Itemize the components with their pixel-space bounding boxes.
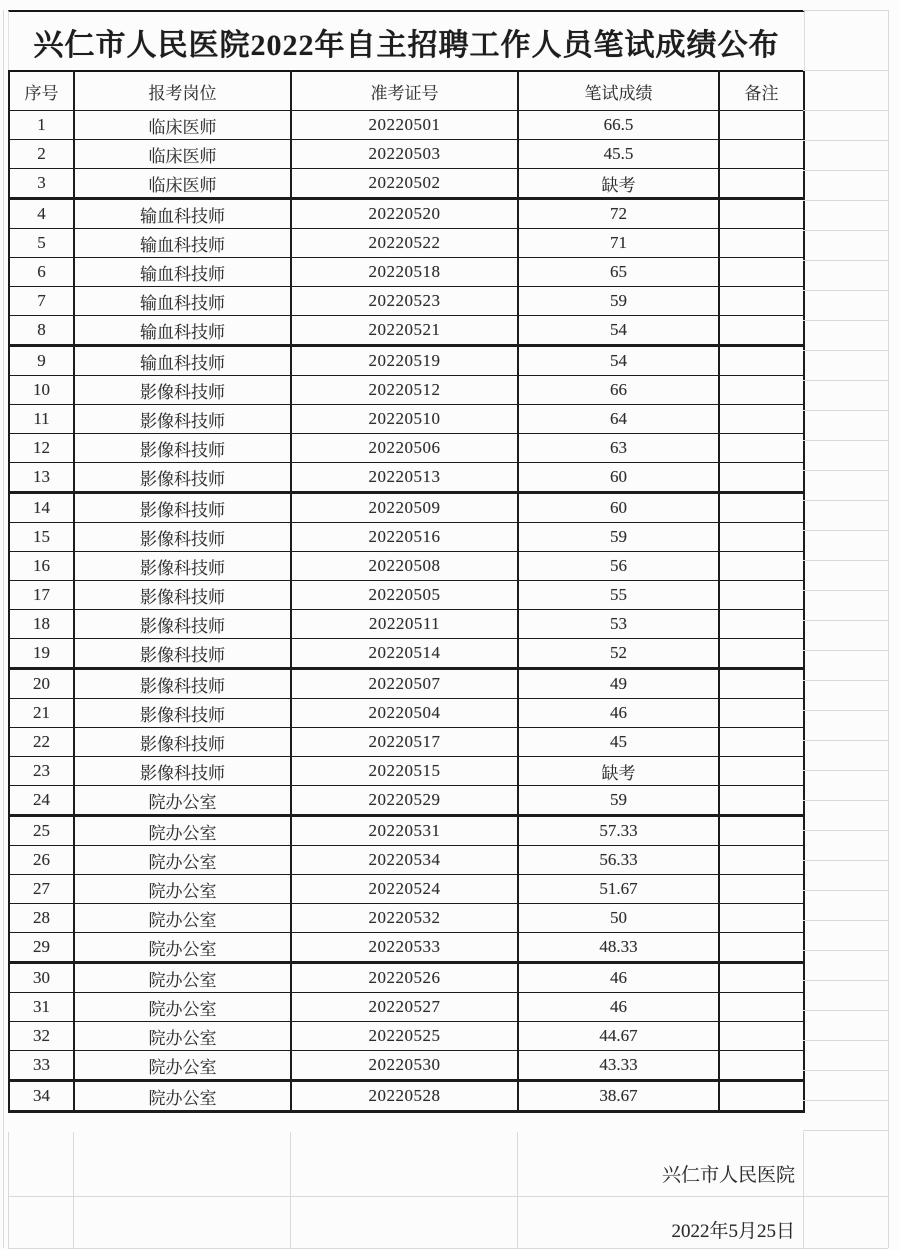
- table-row: [9, 639, 804, 669]
- cell-score: 48.33: [518, 933, 719, 963]
- cell-ticket: 20220524: [291, 875, 518, 904]
- gutter-gridline: [803, 1130, 888, 1131]
- gutter-gridline: [803, 1010, 888, 1011]
- gutter-gridline: [803, 1040, 888, 1041]
- cell-ticket: 20220501: [291, 111, 518, 140]
- cell-position: 临床医师: [74, 111, 291, 140]
- gutter-right-gridline: [888, 10, 889, 1248]
- gutter-gridline: [803, 980, 888, 981]
- cell-score: 51.67: [518, 875, 719, 904]
- gutter-gridline: [803, 800, 888, 801]
- cell-position: 影像科技师: [74, 757, 291, 786]
- gutter-gridline: [803, 860, 888, 861]
- gutter-gridline: [803, 110, 888, 111]
- cell-ticket: 20220533: [291, 933, 518, 963]
- gutter-gridline: [803, 740, 888, 741]
- cell-ticket: 20220514: [291, 639, 518, 669]
- cell-no: 19: [9, 639, 74, 669]
- cell-remark: [719, 786, 804, 816]
- cell-score: 57.33: [518, 816, 719, 846]
- cell-position: 影像科技师: [74, 639, 291, 669]
- table-row: [9, 169, 804, 199]
- sheet-left-gridline: [3, 10, 4, 1248]
- gutter-gridline: [803, 1070, 888, 1071]
- footer-gridline: [290, 1132, 291, 1248]
- cell-ticket: 20220510: [291, 405, 518, 434]
- signature-date: 2022年5月25日: [671, 1221, 795, 1242]
- table-row: [9, 346, 804, 376]
- cell-no: 32: [9, 1022, 74, 1051]
- cell-score: 60: [518, 493, 719, 523]
- gutter-gridline: [803, 710, 888, 711]
- cell-no: 20: [9, 669, 74, 699]
- table-row: [9, 552, 804, 581]
- cell-no: 34: [9, 1081, 74, 1112]
- cell-ticket: 20220516: [291, 523, 518, 552]
- cell-position: 影像科技师: [74, 728, 291, 757]
- gutter-gridline: [803, 260, 888, 261]
- cell-score: 38.67: [518, 1081, 719, 1112]
- cell-position: 影像科技师: [74, 405, 291, 434]
- cell-position: 输血科技师: [74, 199, 291, 229]
- gutter-gridline: [803, 830, 888, 831]
- cell-no: 5: [9, 229, 74, 258]
- cell-remark: [719, 316, 804, 346]
- cell-position: 院办公室: [74, 875, 291, 904]
- cell-no: 24: [9, 786, 74, 816]
- cell-position: 影像科技师: [74, 581, 291, 610]
- cell-ticket: 20220504: [291, 699, 518, 728]
- cell-position: 院办公室: [74, 993, 291, 1022]
- cell-position: 输血科技师: [74, 287, 291, 316]
- cell-position: 院办公室: [74, 1022, 291, 1051]
- cell-ticket: 20220513: [291, 463, 518, 493]
- cell-no: 6: [9, 258, 74, 287]
- footer-gridline: [8, 1248, 888, 1249]
- cell-no: 25: [9, 816, 74, 846]
- gutter-gridline: [803, 890, 888, 891]
- cell-ticket: 20220528: [291, 1081, 518, 1112]
- cell-ticket: 20220529: [291, 786, 518, 816]
- gutter-gridline: [803, 290, 888, 291]
- cell-score: 49: [518, 669, 719, 699]
- cell-score: 56.33: [518, 846, 719, 875]
- cell-remark: [719, 1051, 804, 1081]
- cell-ticket: 20220503: [291, 140, 518, 169]
- cell-no: 33: [9, 1051, 74, 1081]
- column-header-no: 序号: [9, 71, 74, 111]
- cell-no: 7: [9, 287, 74, 316]
- cell-remark: [719, 376, 804, 405]
- cell-no: 8: [9, 316, 74, 346]
- gutter-gridline: [803, 470, 888, 471]
- table-row: [9, 463, 804, 493]
- footer-gridline: [803, 1132, 804, 1248]
- cell-no: 14: [9, 493, 74, 523]
- table-row: [9, 846, 804, 875]
- cell-position: 影像科技师: [74, 699, 291, 728]
- cell-position: 输血科技师: [74, 229, 291, 258]
- gutter-gridline: [803, 170, 888, 171]
- cell-remark: [719, 846, 804, 875]
- cell-remark: [719, 229, 804, 258]
- cell-remark: [719, 199, 804, 229]
- gutter-gridline: [803, 410, 888, 411]
- table-row: [9, 875, 804, 904]
- gutter-gridline: [803, 770, 888, 771]
- cell-position: 影像科技师: [74, 376, 291, 405]
- cell-score: 43.33: [518, 1051, 719, 1081]
- cell-score: 缺考: [518, 757, 719, 786]
- table-row: [9, 786, 804, 816]
- cell-remark: [719, 963, 804, 993]
- cell-ticket: 20220527: [291, 993, 518, 1022]
- cell-remark: [719, 875, 804, 904]
- gutter-gridline: [803, 590, 888, 591]
- gutter-gridline: [803, 650, 888, 651]
- cell-position: 院办公室: [74, 1081, 291, 1112]
- cell-remark: [719, 699, 804, 728]
- cell-position: 院办公室: [74, 933, 291, 963]
- gutter-gridline: [803, 950, 888, 951]
- cell-score: 50: [518, 904, 719, 933]
- gutter-gridline: [803, 320, 888, 321]
- cell-remark: [719, 405, 804, 434]
- cell-remark: [719, 728, 804, 757]
- cell-score: 52: [518, 639, 719, 669]
- cell-remark: [719, 669, 804, 699]
- cell-ticket: 20220531: [291, 816, 518, 846]
- cell-ticket: 20220511: [291, 610, 518, 639]
- table-row: [9, 258, 804, 287]
- table-row: [9, 434, 804, 463]
- table-row: [9, 933, 804, 963]
- cell-no: 2: [9, 140, 74, 169]
- cell-no: 4: [9, 199, 74, 229]
- cell-remark: [719, 993, 804, 1022]
- cell-position: 影像科技师: [74, 434, 291, 463]
- table-row: [9, 376, 804, 405]
- footer-gridline: [8, 1132, 9, 1248]
- cell-position: 输血科技师: [74, 316, 291, 346]
- cell-no: 29: [9, 933, 74, 963]
- cell-ticket: 20220526: [291, 963, 518, 993]
- column-header-position: 报考岗位: [74, 71, 291, 111]
- cell-ticket: 20220515: [291, 757, 518, 786]
- table-row: [9, 1081, 804, 1112]
- cell-score: 46: [518, 699, 719, 728]
- cell-score: 66.5: [518, 111, 719, 140]
- cell-position: 院办公室: [74, 816, 291, 846]
- cell-remark: [719, 639, 804, 669]
- scores-table: [8, 70, 805, 1113]
- cell-ticket: 20220534: [291, 846, 518, 875]
- table-row: [9, 699, 804, 728]
- table-row: [9, 140, 804, 169]
- cell-ticket: 20220502: [291, 169, 518, 199]
- cell-no: 13: [9, 463, 74, 493]
- cell-position: 影像科技师: [74, 552, 291, 581]
- table-row: [9, 610, 804, 639]
- cell-ticket: 20220517: [291, 728, 518, 757]
- cell-remark: [719, 287, 804, 316]
- cell-remark: [719, 434, 804, 463]
- cell-position: 影像科技师: [74, 669, 291, 699]
- cell-ticket: 20220530: [291, 1051, 518, 1081]
- cell-remark: [719, 140, 804, 169]
- page-title: 兴仁市人民医院2022年自主招聘工作人员笔试成绩公布: [8, 10, 805, 72]
- cell-score: 53: [518, 610, 719, 639]
- footer-gridline: [8, 1196, 888, 1197]
- cell-ticket: 20220532: [291, 904, 518, 933]
- gutter-gridline: [803, 560, 888, 561]
- cell-remark: [719, 552, 804, 581]
- cell-score: 46: [518, 993, 719, 1022]
- cell-remark: [719, 1022, 804, 1051]
- gutter-gridline: [803, 230, 888, 231]
- cell-score: 46: [518, 963, 719, 993]
- cell-score: 56: [518, 552, 719, 581]
- gutter-gridline: [803, 440, 888, 441]
- cell-score: 54: [518, 316, 719, 346]
- cell-score: 59: [518, 287, 719, 316]
- cell-remark: [719, 904, 804, 933]
- cell-remark: [719, 581, 804, 610]
- cell-position: 院办公室: [74, 846, 291, 875]
- cell-score: 59: [518, 523, 719, 552]
- cell-no: 11: [9, 405, 74, 434]
- cell-remark: [719, 816, 804, 846]
- cell-position: 临床医师: [74, 169, 291, 199]
- gutter-gridline: [803, 70, 888, 71]
- cell-position: 院办公室: [74, 1051, 291, 1081]
- cell-ticket: 20220519: [291, 346, 518, 376]
- gutter-gridline: [803, 680, 888, 681]
- cell-no: 15: [9, 523, 74, 552]
- gutter-gridline: [803, 620, 888, 621]
- cell-no: 9: [9, 346, 74, 376]
- cell-score: 44.67: [518, 1022, 719, 1051]
- cell-no: 16: [9, 552, 74, 581]
- table-row: [9, 904, 804, 933]
- column-header-score: 笔试成绩: [518, 71, 719, 111]
- cell-ticket: 20220521: [291, 316, 518, 346]
- cell-remark: [719, 933, 804, 963]
- cell-no: 1: [9, 111, 74, 140]
- cell-ticket: 20220522: [291, 229, 518, 258]
- cell-position: 影像科技师: [74, 493, 291, 523]
- cell-ticket: 20220525: [291, 1022, 518, 1051]
- cell-no: 30: [9, 963, 74, 993]
- cell-score: 缺考: [518, 169, 719, 199]
- cell-score: 54: [518, 346, 719, 376]
- cell-score: 55: [518, 581, 719, 610]
- gutter-gridline: [803, 500, 888, 501]
- cell-no: 22: [9, 728, 74, 757]
- cell-position: 影像科技师: [74, 610, 291, 639]
- cell-no: 31: [9, 993, 74, 1022]
- cell-score: 60: [518, 463, 719, 493]
- cell-remark: [719, 111, 804, 140]
- cell-remark: [719, 463, 804, 493]
- cell-ticket: 20220509: [291, 493, 518, 523]
- cell-remark: [719, 1081, 804, 1112]
- gutter-gridline: [803, 530, 888, 531]
- cell-no: 23: [9, 757, 74, 786]
- gutter-gridline: [803, 380, 888, 381]
- column-header-remark: 备注: [719, 71, 804, 111]
- footer-gridline: [73, 1132, 74, 1248]
- cell-no: 12: [9, 434, 74, 463]
- cell-ticket: 20220506: [291, 434, 518, 463]
- cell-ticket: 20220507: [291, 669, 518, 699]
- cell-remark: [719, 493, 804, 523]
- table-row: [9, 229, 804, 258]
- column-header-ticket: 准考证号: [291, 71, 518, 111]
- cell-no: 27: [9, 875, 74, 904]
- cell-no: 26: [9, 846, 74, 875]
- table-row: [9, 287, 804, 316]
- table-row: [9, 993, 804, 1022]
- cell-no: 17: [9, 581, 74, 610]
- gutter-gridline: [803, 200, 888, 201]
- cell-remark: [719, 258, 804, 287]
- signature-org: 兴仁市人民医院: [661, 1165, 795, 1186]
- cell-remark: [719, 523, 804, 552]
- cell-position: 临床医师: [74, 140, 291, 169]
- cell-position: 影像科技师: [74, 463, 291, 493]
- table-row: [9, 493, 804, 523]
- cell-ticket: 20220505: [291, 581, 518, 610]
- table-row: [9, 1022, 804, 1051]
- cell-no: 21: [9, 699, 74, 728]
- table-row: [9, 199, 804, 229]
- cell-remark: [719, 757, 804, 786]
- cell-no: 10: [9, 376, 74, 405]
- cell-no: 18: [9, 610, 74, 639]
- table-row: [9, 111, 804, 140]
- table-row: [9, 1051, 804, 1081]
- cell-ticket: 20220508: [291, 552, 518, 581]
- cell-position: 输血科技师: [74, 258, 291, 287]
- cell-no: 28: [9, 904, 74, 933]
- cell-ticket: 20220520: [291, 199, 518, 229]
- cell-remark: [719, 610, 804, 639]
- cell-score: 59: [518, 786, 719, 816]
- table-header-row: [9, 71, 804, 111]
- cell-position: 院办公室: [74, 963, 291, 993]
- cell-remark: [719, 346, 804, 376]
- gutter-gridline: [803, 10, 888, 11]
- cell-position: 院办公室: [74, 904, 291, 933]
- cell-score: 63: [518, 434, 719, 463]
- table-row: [9, 523, 804, 552]
- cell-position: 院办公室: [74, 786, 291, 816]
- gutter-gridline: [803, 920, 888, 921]
- cell-score: 65: [518, 258, 719, 287]
- table-row: [9, 757, 804, 786]
- table-row: [9, 581, 804, 610]
- table-row: [9, 816, 804, 846]
- cell-score: 45: [518, 728, 719, 757]
- table-row: [9, 963, 804, 993]
- gutter-gridline: [803, 140, 888, 141]
- cell-score: 45.5: [518, 140, 719, 169]
- cell-position: 输血科技师: [74, 346, 291, 376]
- cell-remark: [719, 169, 804, 199]
- cell-score: 66: [518, 376, 719, 405]
- table-row: [9, 316, 804, 346]
- gutter-gridline: [803, 350, 888, 351]
- table-row: [9, 669, 804, 699]
- cell-position: 影像科技师: [74, 523, 291, 552]
- cell-ticket: 20220512: [291, 376, 518, 405]
- cell-ticket: 20220518: [291, 258, 518, 287]
- cell-no: 3: [9, 169, 74, 199]
- cell-score: 71: [518, 229, 719, 258]
- cell-ticket: 20220523: [291, 287, 518, 316]
- table-row: [9, 728, 804, 757]
- cell-score: 72: [518, 199, 719, 229]
- gutter-gridline: [803, 1100, 888, 1101]
- table-row: [9, 405, 804, 434]
- cell-score: 64: [518, 405, 719, 434]
